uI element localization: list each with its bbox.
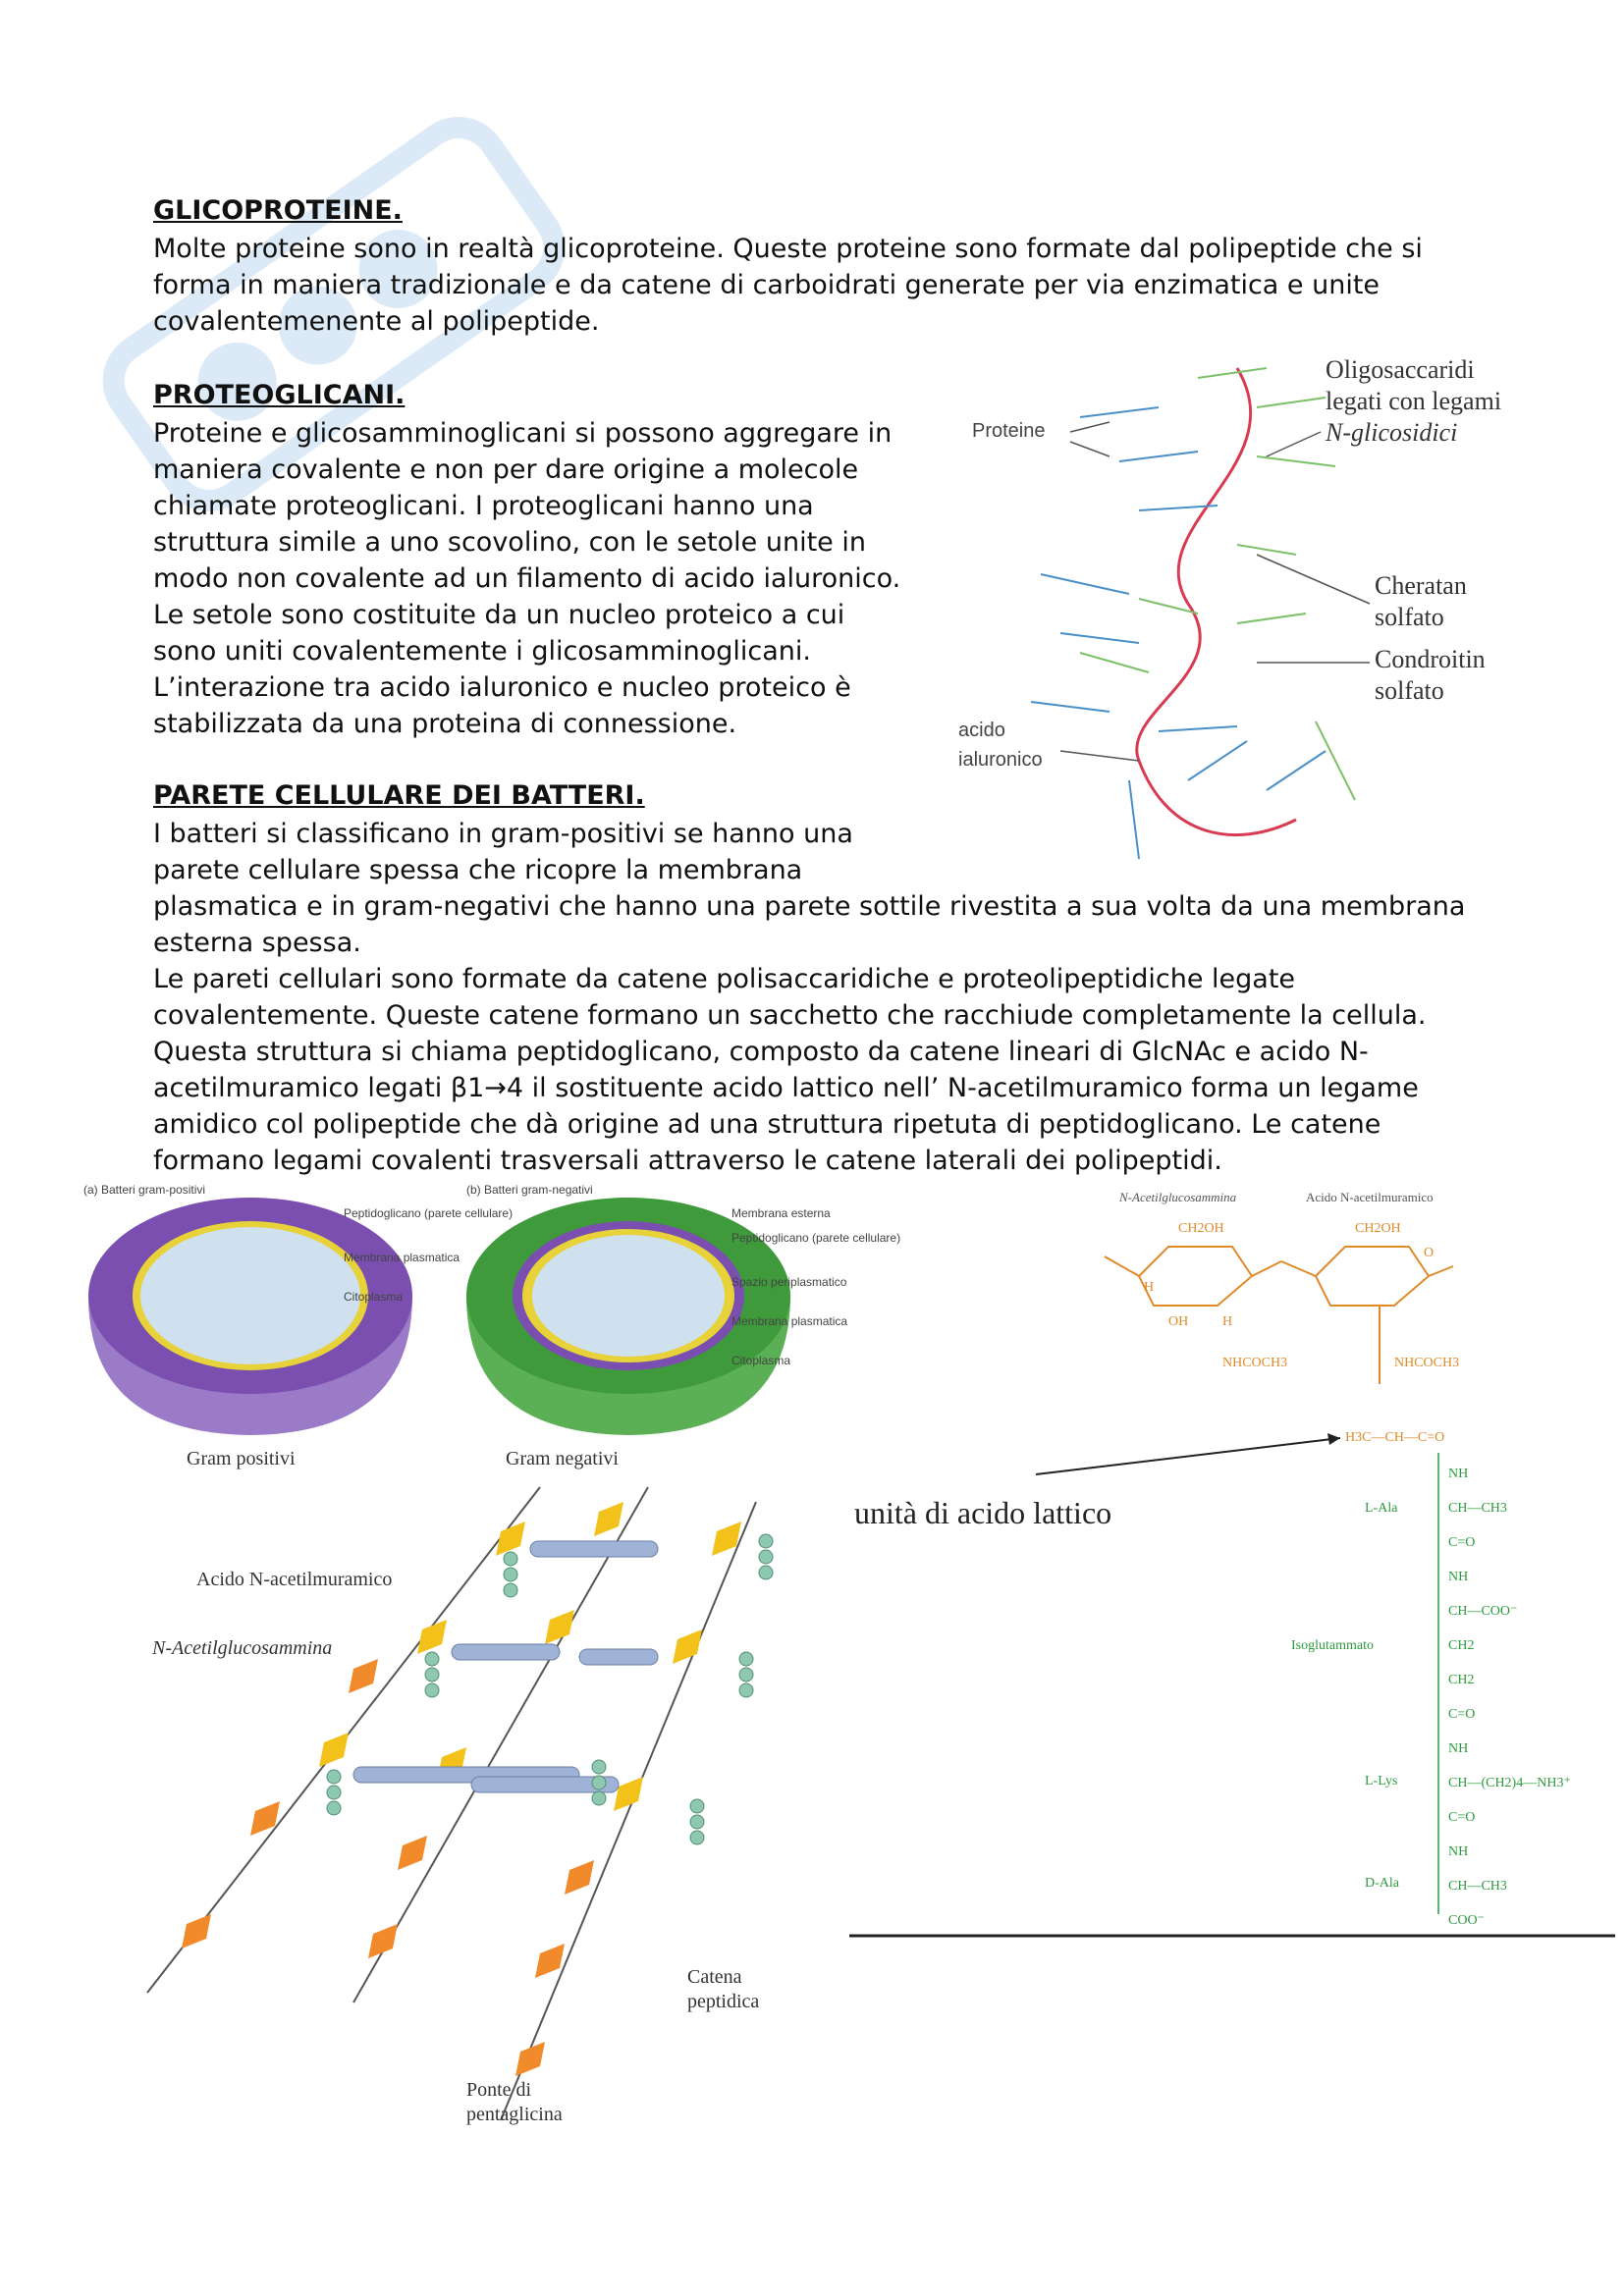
label-membrana-b: Membrana plasmatica [731,1314,848,1328]
label-peptidoglicano-b: Peptidoglicano (parete cellulare) [731,1231,901,1245]
label-oligo-line3: N-glicosidici [1326,418,1458,447]
peptidoglycan-diagram [128,1482,815,2130]
chain-row: C=O [1448,1535,1476,1550]
text-line: Le setole sono costituite da un nucleo proteico a cui [153,600,845,630]
residue-label: Isoglutammato [1291,1638,1374,1653]
label-oligo-line2: legati con legami [1326,387,1502,415]
chain-row: CH—(CH2)4—NH3⁺ [1448,1776,1571,1790]
text-line: sono uniti covalentemente i glicosamminoglicani. [153,636,811,667]
residue-label: L-Ala [1365,1501,1398,1516]
ring-label: O [1424,1246,1435,1260]
text-line: Questa struttura si chiama peptidoglicano, composto da catene lineari di GlcNAc e acido N- [153,1037,1369,1067]
label-ponte-line2: pentaglicina [466,2104,563,2125]
section-heading-parete: PARETE CELLULARE DEI BATTERI. [153,780,645,811]
ring-label: NHCOCH3 [1394,1356,1460,1370]
text-line: acetilmuramico legati β1→4 il sostituente acido lattico nell’ N-acetilmuramico forma un legame [153,1073,1419,1103]
text-line: covalentemenente al polipeptide. [153,306,600,337]
text-line: covalentemente. Queste catene formano un sacchetto che racchiude completamente la cellula. [153,1000,1427,1031]
label-citoplasma-b: Citoplasma [731,1354,791,1367]
title-gram-negativi: Gram negativi [506,1448,619,1469]
label-catena-line1: Catena [687,1966,742,1988]
proteoglycan-diagram [943,348,1571,879]
label-cheratan-line1: Cheratan [1375,571,1467,600]
chain-row: CH2 [1448,1673,1475,1687]
residue-label: L-Lys [1365,1774,1398,1789]
section-heading-glicoproteine: GLICOPROTEINE. [153,195,403,226]
ring-label: CH2OH [1355,1221,1401,1236]
label-spazio-b: Spazio periplasmatico [731,1275,847,1289]
paragraph-proteoglicani [153,415,939,742]
chain-row: CH2 [1448,1638,1475,1653]
text-line: struttura simile a uno scovolino, con le setole unite in [153,527,866,558]
label-citoplasma-a: Citoplasma [344,1290,404,1304]
text-line: Le pareti cellulari sono formate da catene polisaccaridiche e proteolipeptidiche legate [153,964,1296,994]
label-nam: Acido N-acetilmuramico [196,1569,393,1590]
label-oligo-line1: Oligosaccaridi [1326,355,1475,384]
chain-row: C=O [1448,1810,1476,1825]
text-line: I batteri si classificano in gram-positivi se hanno una [153,819,853,849]
chain-row: COO⁻ [1448,1913,1485,1928]
label-lactic-unit: unità di acido lattico [854,1495,1112,1530]
label-cheratan-line2: solfato [1375,603,1444,631]
chain-row: NH [1448,1741,1469,1756]
label-peptidoglicano-a: Peptidoglicano (parete cellulare) [344,1206,514,1220]
ring-label: NHCOCH3 [1222,1356,1288,1370]
text-line: chiamate proteoglicani. I proteoglicani hanno una [153,491,814,521]
text-line: Molte proteine sono in realtà glicoproteine. Queste proteine sono formate dal polipeptide che si [153,234,1423,264]
text-line: Proteine e glicosamminoglicani si possono aggregare in [153,418,893,449]
header-nam: Acido N-acetilmuramico [1306,1190,1434,1204]
text-line: forma in maniera tradizionale e da catene di carboidrati generate per via enzimatica e unite [153,270,1380,300]
paragraph-parete [153,816,1547,1179]
ring-label: OH [1168,1314,1189,1329]
text-line: formano legami covalenti trasversali attraverso le catene laterali dei polipeptidi. [153,1146,1222,1176]
ring-label: CH2OH [1178,1221,1224,1236]
residue-label: D-Ala [1365,1876,1399,1891]
chain-row: C=O [1448,1707,1476,1722]
text-line: L’interazione tra acido ialuronico e nucleo proteico è [153,672,851,703]
label-proteine: Proteine [972,420,1046,442]
chain-row: CH—CH3 [1448,1879,1507,1894]
lactic-row: H3C—CH—C=O [1345,1430,1445,1445]
label-catena-line2: peptidica [687,1991,760,2012]
text-line: amidico col polipeptide che dà origine ad una struttura ripetuta di peptidoglicano. Le catene [153,1109,1381,1140]
chemical-structure-diagram [844,1188,1620,1944]
caption-gram-positive: (a) Batteri gram-positivi [83,1183,206,1197]
text-line: stabilizzata da una proteina di connessione. [153,709,737,739]
label-membrana-a: Membrana plasmatica [344,1251,460,1264]
chain-row: NH [1448,1467,1469,1481]
caption-gram-negative: (b) Batteri gram-negativi [466,1183,593,1197]
text-line: modo non covalente ad un filamento di acido ialuronico. [153,563,901,594]
section-heading-proteoglicani: PROTEOGLICANI. [153,380,406,410]
text-line: esterna spessa. [153,928,361,958]
text-line: parete cellulare spessa che ricopre la membrana [153,855,803,885]
chain-row: NH [1448,1844,1469,1859]
header-nag: N-Acetilglucosammina [1119,1190,1237,1204]
ring-label: H [1222,1314,1233,1329]
ring-label: H [1144,1280,1155,1295]
chain-row: CH—CH3 [1448,1501,1507,1516]
chain-row: NH [1448,1570,1469,1584]
label-membrana-esterna-b: Membrana esterna [731,1206,831,1220]
paragraph-glicoproteine [153,231,1528,340]
label-condroitin-line1: Condroitin [1375,645,1486,673]
gram-bacteria-diagram [79,1178,901,1472]
label-ponte-line1: Ponte di [466,2079,532,2101]
label-condroitin-line2: solfato [1375,676,1444,705]
title-gram-positivi: Gram positivi [187,1448,296,1469]
label-acido-line2: ialuronico [958,749,1043,771]
text-line: plasmatica e in gram-negativi che hanno una parete sottile rivestita a sua volta da una membrana [153,891,1466,922]
label-acido-line1: acido [958,720,1005,741]
chain-row: CH—COO⁻ [1448,1604,1518,1619]
label-nag: N-Acetilglucosammina [152,1637,333,1659]
text-line: maniera covalente e non per dare origine a molecole [153,454,859,485]
